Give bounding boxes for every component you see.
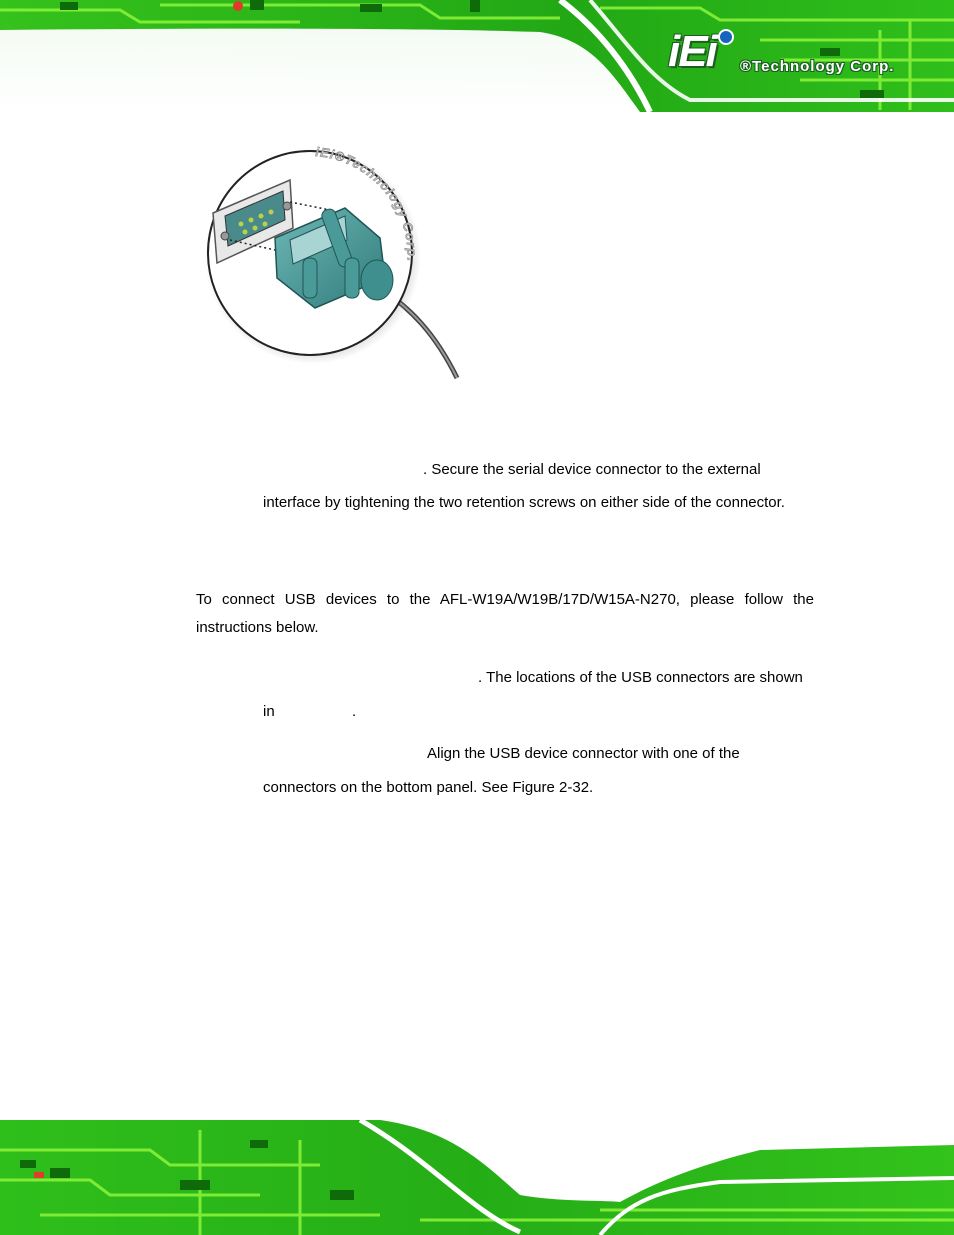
usb-locate-line2-end: . bbox=[352, 703, 357, 720]
usb-align-line1: Align the USB device connector with one of the bbox=[427, 745, 740, 762]
serial-connector-figure bbox=[195, 128, 475, 383]
figure-watermark: iEi®Technology Corp. bbox=[314, 144, 420, 263]
usb-intro-line1: To connect USB devices to the AFL-W19A/W19B/17D/W15A-N270, please follow the bbox=[196, 591, 814, 608]
logo-text: ®Technology Corp. bbox=[740, 58, 895, 75]
usb-align-line2: connectors on the bottom panel. See Figure 2-32. bbox=[263, 779, 594, 796]
page-header bbox=[0, 0, 954, 112]
serial-step-line2: interface by tightening the two retention screws on either side of the connector. bbox=[263, 494, 785, 511]
logo-dot-icon bbox=[718, 29, 734, 45]
logo-mark: iEi bbox=[668, 27, 716, 76]
usb-intro-line2: instructions below. bbox=[196, 619, 319, 636]
pcb-footer-graphic bbox=[0, 1120, 954, 1235]
usb-locate-line1: . The locations of the USB connectors are shown bbox=[478, 669, 803, 686]
page-footer bbox=[0, 1120, 954, 1235]
serial-step-line1: . Secure the serial device connector to the external bbox=[423, 461, 761, 478]
serial-connector-illustration bbox=[195, 128, 475, 383]
iei-logo bbox=[668, 27, 928, 87]
usb-locate-line2-in: in bbox=[263, 703, 275, 720]
